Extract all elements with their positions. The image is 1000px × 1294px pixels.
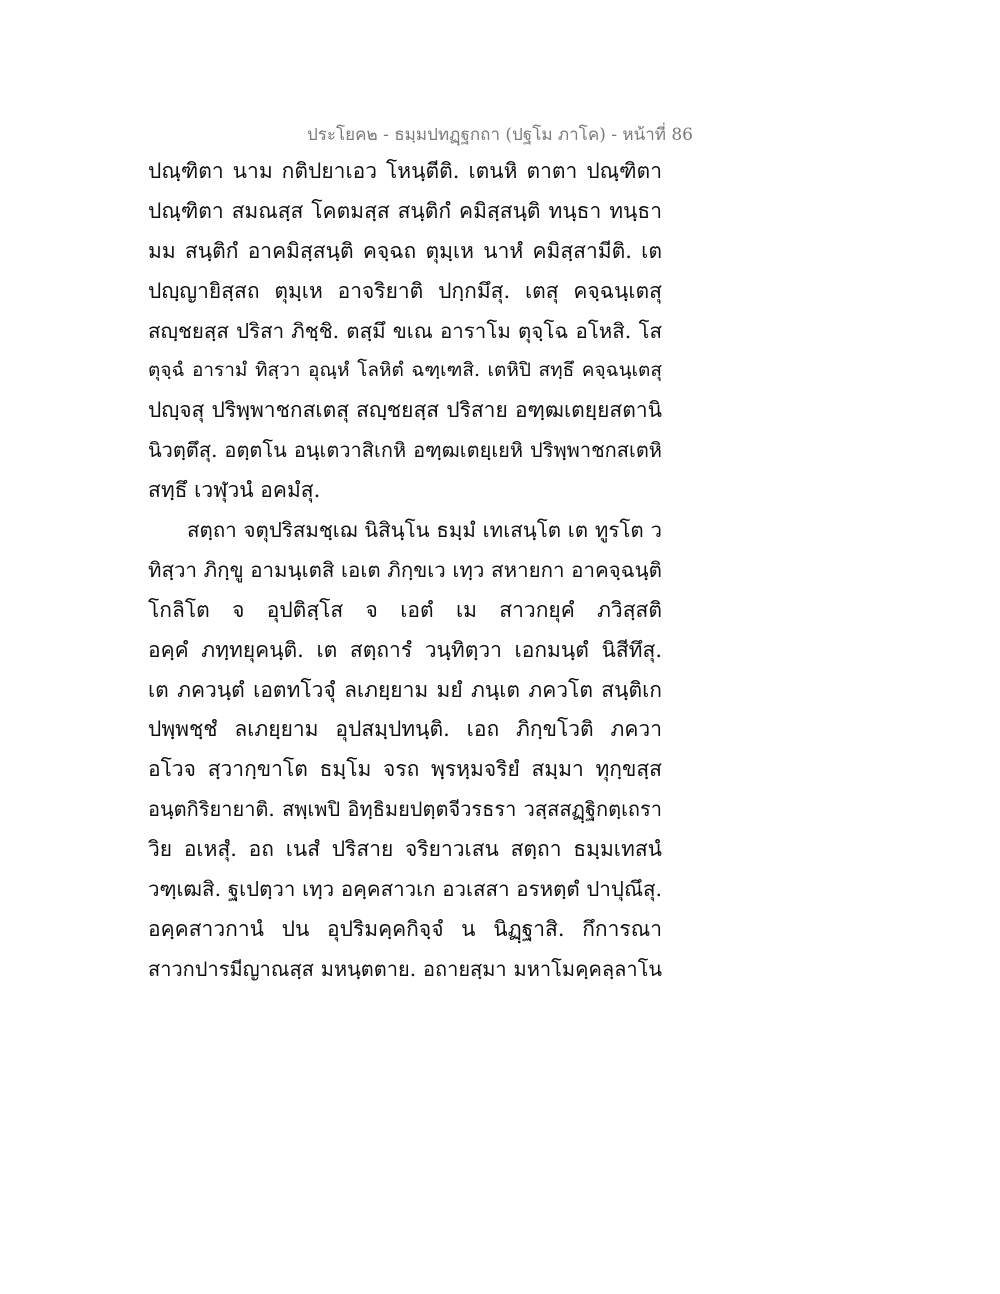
text-line: โกลิโต จ อุปติสฺโส จ เอตํ เม สาวกยุคํ ภวิสฺสติ bbox=[148, 597, 662, 622]
text-line: วิย อเหสุํ. อถ เนสํ ปริสาย จริยาวเสน สตฺถา ธมฺมเทสนํ bbox=[148, 837, 662, 862]
text-line: เต ภควนฺตํ เอตทโวจุํ ลเภยฺยาม มยํ ภนฺเต ภควโต สนฺติเก bbox=[148, 677, 662, 702]
text-line: สาวกปารมีญาณสฺส มหนฺตตาย. อถายสฺมา มหาโมคฺคลฺลาโน bbox=[148, 956, 662, 981]
text-line: ปญฺญายิสฺสถ ตุมฺเห อาจริยาติ ปกฺกมึสุ. เตสุ คจฺฉนฺเตสุ bbox=[148, 278, 662, 303]
text-line: อโวจ สฺวากฺขาโต ธมฺโม จรถ พฺรหฺมจริยํ สมฺมา ทุกฺขสฺส bbox=[148, 757, 662, 782]
text-line: ปญฺจสุ ปริพฺพาชกสเตสุ สญฺชยสฺส ปริสาย อฑฺฒเตยฺยสตานิ bbox=[148, 398, 662, 423]
text-line: ทิสฺวา ภิกฺขู อามนฺเตสิ เอเต ภิกฺขเว เทฺว สหายกา อาคจฺฉนฺติ bbox=[148, 557, 662, 582]
text-line: ตุจฺฉํ อารามํ ทิสฺวา อุณฺหํ โลหิตํ ฉฑฺเฑสิ. เตหิปิ สทฺธึ คจฺฉนฺเตสุ bbox=[148, 359, 662, 382]
body-text bbox=[148, 152, 662, 990]
text-line: วฑฺเฒสิ. ฐเปตฺวา เทฺว อคฺคสาวเก อวเสสา อรหตฺตํ ปาปุณึสุ. bbox=[148, 877, 662, 902]
text-line: มม สนฺติกํ อาคมิสฺสนฺติ คจฺฉถ ตุมฺเห นาหํ คมิสฺสามีติ. เต bbox=[148, 238, 662, 263]
text-line: อคฺคสาวกานํ ปน อุปริมคฺคกิจฺจํ น นิฏฺฐาสิ. กึการณา bbox=[148, 916, 662, 941]
text-line: ปพฺพชฺชํ ลเภยฺยาม อุปสมฺปทนฺติ. เอถ ภิกฺขโวติ ภควา bbox=[148, 717, 662, 742]
text-line: นิวตฺตึสุ. อตฺตโน อนฺเตวาสิเกหิ อฑฺฒเตยฺเยหิ ปริพฺพาชกสเตหิ bbox=[148, 438, 662, 463]
text-line: อนฺตกิริยายาติ. สพฺเพปิ อิทฺธิมยปตฺตจีวรธรา วสฺสสฏฺฐิกตฺเถรา bbox=[148, 797, 662, 822]
text-line-paragraph-end: สทฺธึ เวฬุวนํ อคมํสุ. bbox=[148, 478, 321, 503]
text-line: สญฺชยสฺส ปริสา ภิชฺชิ. ตสฺมึ ขเณ อาราโม ตุจฺโฉ อโหสิ. โส bbox=[148, 318, 662, 343]
text-line: ปณฺฑิตา นาม กติปยาเอว โหนฺตีติ. เตนหิ ตาตา ปณฺฑิตา bbox=[148, 159, 662, 183]
text-line: อคฺคํ ภทฺทยุคนฺติ. เต สตฺถารํ วนฺทิตฺวา เอกมนฺตํ นิสีทึสุ. bbox=[148, 637, 662, 662]
text-line: ปณฺฑิตา สมณสฺส โคตมสฺส สนฺติกํ คมิสฺสนฺติ ทนฺธา ทนฺธา bbox=[148, 198, 662, 223]
text-line-paragraph-start: สตฺถา จตุปริสมชฺเฌ นิสินฺโน ธมฺมํ เทเสนฺโต เต ทูรโต ว bbox=[187, 518, 662, 543]
page-header: ประโยค๒ - ธมฺมปทฏฺฐกถา (ปฐโม ภาโค) - หน้าที่ 86 bbox=[307, 125, 693, 145]
